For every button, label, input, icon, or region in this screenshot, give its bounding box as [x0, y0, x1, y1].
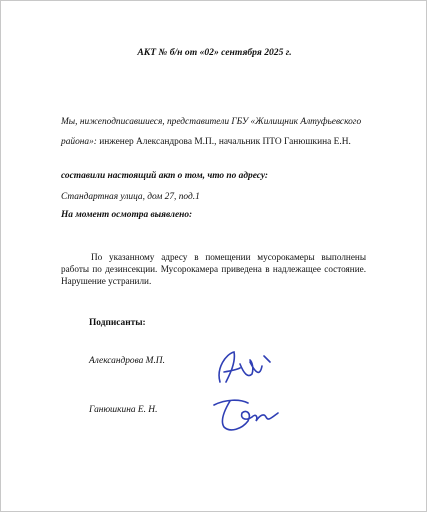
inspection-heading: На момент осмотра выявлено: [61, 210, 193, 220]
intro-rest: инженер Александрова М.П., начальник ПТО Ганюшкина Е.Н. [96, 137, 351, 147]
composed-line: составили настоящий акт о том, что по адресу: [61, 171, 268, 181]
signer-2-name: Ганюшкина Е. Н. [89, 405, 158, 415]
body-paragraph: По указанному адресу в помещении мусорокамеры выполнены работы по дезинсекции. Мусорокамера приведена в надлежащее состояние. Нарушение устранили. [61, 252, 366, 286]
signature-2 [206, 391, 286, 436]
address-line: Стандартная улица, дом 27, под.1 [61, 192, 200, 202]
act-title: АКТ № б/н от «02» сентября 2025 г. [137, 47, 292, 58]
intro-paragraph [61, 112, 381, 152]
signature-1 [206, 344, 276, 389]
signer-1-name: Александрова М.П. [89, 356, 165, 366]
intro-italic: Мы, нижеподписавшиеся, представители ГБУ «Жилищник Алтуфьевского района»: [61, 117, 362, 147]
signers-heading: Подписанты: [89, 318, 146, 328]
